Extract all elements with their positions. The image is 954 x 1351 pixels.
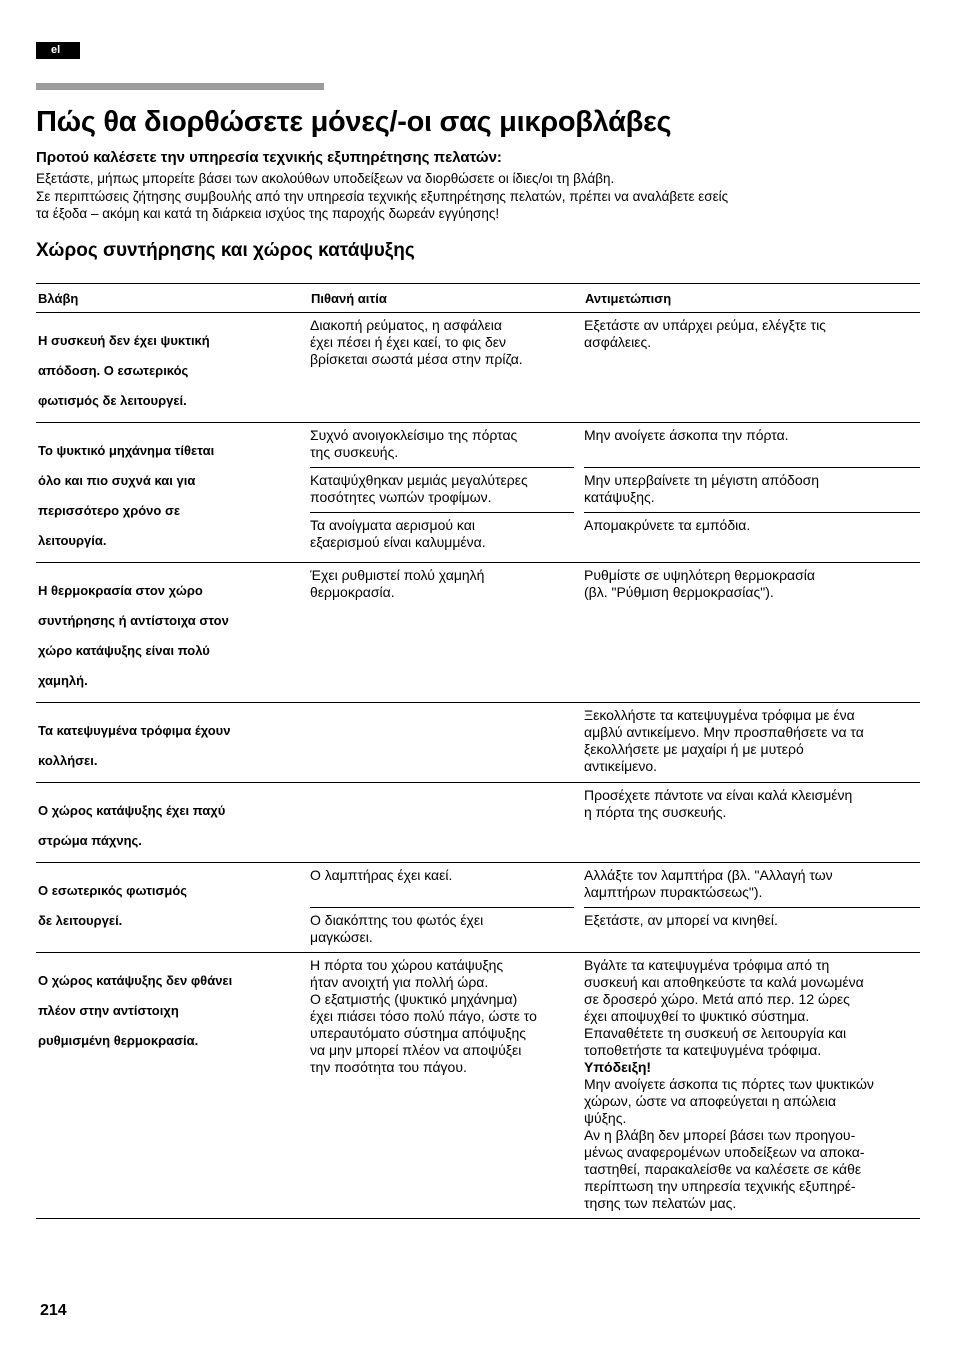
- cause-line: Ο λαμπτήρας έχει καεί.: [310, 867, 453, 883]
- header-cause: Πιθανή αιτία: [311, 291, 387, 306]
- fault-cell: [36, 563, 300, 702]
- remedy-line: Μην υπερβαίνετε τη μέγιστη απόδοση: [584, 472, 820, 488]
- fault-cell: [36, 953, 300, 1218]
- remedy-line: Απομακρύνετε τα εμπόδια.: [584, 517, 751, 533]
- remedy-line: η πόρτα της συσκευής.: [584, 804, 727, 820]
- table-row-group: [36, 952, 920, 1218]
- fault-line: δε λειτουργεί.: [38, 913, 123, 928]
- table-row: [310, 907, 920, 952]
- header-remedy: Αντιμετώπιση: [585, 291, 672, 306]
- note-line: τησης των πελατών μας.: [584, 1195, 737, 1211]
- table-row: [310, 512, 920, 557]
- cause-remedy-list: [310, 953, 920, 1218]
- fault-line: Η συσκευή δεν έχει ψυκτική: [38, 333, 210, 348]
- remedy-line: αντικείμενο.: [584, 758, 658, 774]
- remedy-line: λαμπτήρων πυρακτώσεως").: [584, 884, 763, 900]
- fault-line: περισσότερο χρόνο σε: [38, 503, 181, 518]
- table-row: [310, 863, 920, 907]
- fault-line: συντήρησης ή αντίστοιχα στον: [38, 613, 229, 628]
- intro-heading: Προτού καλέσετε την υπηρεσία τεχνικής εξυπηρέτησης πελατών:: [36, 149, 502, 166]
- fault-line: απόδοση. Ο εσωτερικός: [38, 363, 189, 378]
- remedy-line: έχει αποψυχθεί το ψυκτικό σύστημα.: [584, 1008, 810, 1024]
- remedy-cell: [584, 783, 920, 827]
- cause-line: εξαερισμού είναι καλυμμένα.: [310, 534, 486, 550]
- fault-line: χώρο κατάψυξης είναι πολύ: [38, 643, 210, 658]
- remedy-cell: [584, 863, 920, 907]
- cause-cell: [310, 467, 574, 512]
- cause-line: Καταψύχθηκαν μεμιάς μεγαλύτερες: [310, 472, 528, 488]
- remedy-cell: [584, 907, 920, 952]
- cause-cell: [310, 313, 574, 374]
- remedy-line: Προσέχετε πάντοτε να είναι καλά κλεισμένη: [584, 787, 853, 803]
- remedy-line: συσκευή και αποθηκεύστε τα καλά μονωμένα: [584, 974, 864, 990]
- fault-line: χαμηλή.: [38, 673, 88, 688]
- note-line: ψύξης.: [584, 1110, 627, 1126]
- cause-line: της συσκευής.: [310, 444, 399, 460]
- page-title: Πώς θα διορθώσετε μόνες/-οι σας μικροβλάβες: [36, 106, 672, 138]
- note-line: περίπτωση την υπηρεσία τεχνικής εξυπηρέ-: [584, 1178, 856, 1194]
- cause-remedy-list: [310, 783, 920, 862]
- cause-cell: [310, 953, 574, 1218]
- cause-cell: [310, 512, 574, 557]
- cause-cell: [310, 783, 574, 827]
- intro-block: [36, 149, 916, 223]
- note-label-text: Υπόδειξη!: [584, 1059, 652, 1075]
- table-header-row: [36, 284, 920, 313]
- section-title: Χώρος συντήρησης και χώρος κατάψυξης: [36, 240, 415, 261]
- remedy-line: Μην ανοίγετε άσκοπα την πόρτα.: [584, 427, 789, 443]
- intro-line: τα έξοδα – ακόμη και κατά τη διάρκεια ισχύος της παροχής δωρεάν εγγύησης!: [36, 206, 500, 221]
- fault-line: Τα κατεψυγμένα τρόφιμα έχουν: [38, 723, 231, 738]
- remedy-line: Ρυθμίστε σε υψηλότερη θερμοκρασία: [584, 567, 815, 583]
- fault-line: όλο και πιο συχνά και για: [38, 473, 196, 488]
- remedy-cell: [584, 563, 920, 607]
- remedy-line: Εξετάστε αν υπάρχει ρεύμα, ελέγξτε τις: [584, 317, 826, 333]
- fault-line: Ο εσωτερικός φωτισμός: [38, 883, 188, 898]
- table-row-group: [36, 702, 920, 782]
- table-row: [310, 703, 920, 781]
- cause-remedy-list: [310, 313, 920, 422]
- remedy-cell: [584, 313, 920, 374]
- note-line: μένως αναφερομένων υποδείξεων να αποκα-: [584, 1144, 865, 1160]
- table-row-group: [36, 782, 920, 862]
- remedy-line: (βλ. "Ρύθμιση θερμοκρασίας").: [584, 584, 774, 600]
- table-row-group: [36, 313, 920, 422]
- table-row-group: [36, 562, 920, 702]
- cause-cell: [310, 703, 574, 781]
- cause-line: μαγκώσει.: [310, 929, 373, 945]
- fault-cell: [36, 783, 300, 862]
- fault-line: Ο χώρος κατάψυξης δεν φθάνει: [38, 973, 233, 988]
- fault-line: Η θερμοκρασία στον χώρο: [38, 583, 203, 598]
- fault-line: φωτισμός δε λειτουργεί.: [38, 393, 187, 408]
- remedy-line: Βγάλτε τα κατεψυγμένα τρόφιμα από τη: [584, 957, 830, 973]
- remedy-line: Ξεκολλήστε τα κατεψυγμένα τρόφιμα με ένα: [584, 707, 855, 723]
- table-row: [310, 783, 920, 827]
- remedy-line: σε δροσερό χώρο. Μετά από περ. 12 ώρες: [584, 991, 850, 1007]
- cause-line: να μην μπορεί πλέον να αποψύξει: [310, 1042, 522, 1058]
- note-line: Μην ανοίγετε άσκοπα τις πόρτες των ψυκτικών: [584, 1076, 874, 1092]
- cause-line: Η πόρτα του χώρου κατάψυξης: [310, 957, 504, 973]
- cause-remedy-list: [310, 863, 920, 952]
- remedy-line: κατάψυξης.: [584, 489, 655, 505]
- intro-line: Σε περιπτώσεις ζήτησης συμβουλής από την υπηρεσία τεχνικής εξυπηρέτησης πελατών, πρέπει να αναλάβετε εσείς: [36, 188, 729, 204]
- table-row-group: [36, 422, 920, 562]
- fault-line: λειτουργία.: [38, 533, 107, 548]
- remedy-line: Εξετάστε, αν μπορεί να κινηθεί.: [584, 912, 778, 928]
- note-line: ταστηθεί, παρακαλείσθε να καλέσετε σε κάθε: [584, 1161, 862, 1177]
- header-fault: Βλάβη: [38, 291, 79, 306]
- fault-line: πλέον στην αντίστοιχη: [38, 1003, 179, 1018]
- remedy-line: Αλλάξτε τον λαμπτήρα (βλ. "Αλλαγή των: [584, 867, 833, 883]
- cause-line: Συχνό ανοιγοκλείσιμο της πόρτας: [310, 427, 518, 443]
- cause-line: Έχει ρυθμιστεί πολύ χαμηλή: [310, 567, 485, 583]
- fault-line: στρώμα πάχνης.: [38, 833, 142, 848]
- cause-cell: [310, 863, 574, 907]
- cause-line: ήταν ανοιχτή για πολλή ώρα.: [310, 974, 489, 990]
- cause-line: Τα ανοίγματα αερισμού και: [310, 517, 475, 533]
- cause-remedy-list: [310, 423, 920, 562]
- fault-cell: [36, 703, 300, 782]
- cause-line: έχει πιάσει τόσο πολύ πάγο, ώστε το: [310, 1008, 537, 1024]
- table-body: [36, 313, 920, 1218]
- cause-line: Ο διακόπτης του φωτός έχει: [310, 912, 484, 928]
- note-line: χώρων, ώστε να αποφεύγεται η απώλεια: [584, 1093, 837, 1109]
- cause-cell: [310, 563, 574, 607]
- fault-line: ρυθμισμένη θερμοκρασία.: [38, 1033, 199, 1048]
- table-row: [310, 467, 920, 512]
- cause-line: την ποσότητα του πάγου.: [310, 1059, 467, 1075]
- table-row: [310, 953, 920, 1218]
- remedy-cell: [584, 703, 920, 781]
- cause-line: υπεραυτόματο σύστημα απόψυξης: [310, 1025, 527, 1041]
- table-bottom-rule: [36, 1218, 920, 1219]
- cause-remedy-list: [310, 563, 920, 702]
- cause-line: θερμοκρασία.: [310, 584, 395, 600]
- fault-line: Το ψυκτικό μηχάνημα τίθεται: [38, 443, 215, 458]
- remedy-line: αμβλύ αντικείμενο. Μην προσπαθήσετε να τα: [584, 724, 864, 740]
- table-row-group: [36, 862, 920, 952]
- fault-line: κολλήσει.: [38, 753, 98, 768]
- remedy-cell: [584, 512, 920, 557]
- cause-line: έχει πέσει ή έχει καεί, το φις δεν: [310, 334, 507, 350]
- troubleshooting-table: [36, 283, 920, 1219]
- cause-line: Διακοπή ρεύματος, η ασφάλεια: [310, 317, 503, 333]
- table-row: [310, 423, 920, 467]
- note-line: Αν η βλάβη δεν μπορεί βάσει των προηγου-: [584, 1127, 856, 1143]
- remedy-line: Επαναθέτετε τη συσκευή σε λειτουργία και: [584, 1025, 847, 1041]
- fault-cell: [36, 313, 300, 422]
- language-tag: el: [36, 42, 80, 59]
- intro-line: Εξετάστε, μήπως μπορείτε βάσει των ακολούθων υποδείξεων να διορθώσετε οι ίδιες/οι τη βλάβη.: [36, 171, 615, 186]
- cause-cell: [310, 423, 574, 467]
- remedy-line: τοποθετήστε τα κατεψυγμένα τρόφιμα.: [584, 1042, 822, 1058]
- table-row: [310, 313, 920, 374]
- fault-cell: [36, 423, 300, 562]
- remedy-cell: [584, 423, 920, 467]
- remedy-line: ασφάλειες.: [584, 334, 652, 350]
- cause-line: Ο εξατμιστής (ψυκτικό μηχάνημα): [310, 991, 518, 1007]
- cause-line: βρίσκεται σωστά μέσα στην πρίζα.: [310, 351, 523, 367]
- remedy-cell: [584, 953, 920, 1218]
- remedy-line: ξεκολλήσετε με μαχαίρι ή με μυτερό: [584, 741, 804, 757]
- cause-remedy-list: [310, 703, 920, 782]
- note-label: [584, 1059, 920, 1076]
- fault-line: Ο χώρος κατάψυξης έχει παχύ: [38, 803, 226, 818]
- table-row: [310, 563, 920, 607]
- header-rule: [36, 83, 324, 90]
- page-number: 214: [40, 1302, 67, 1319]
- fault-cell: [36, 863, 300, 952]
- cause-cell: [310, 907, 574, 952]
- remedy-cell: [584, 467, 920, 512]
- cause-line: ποσότητες νωπών τροφίμων.: [310, 489, 492, 505]
